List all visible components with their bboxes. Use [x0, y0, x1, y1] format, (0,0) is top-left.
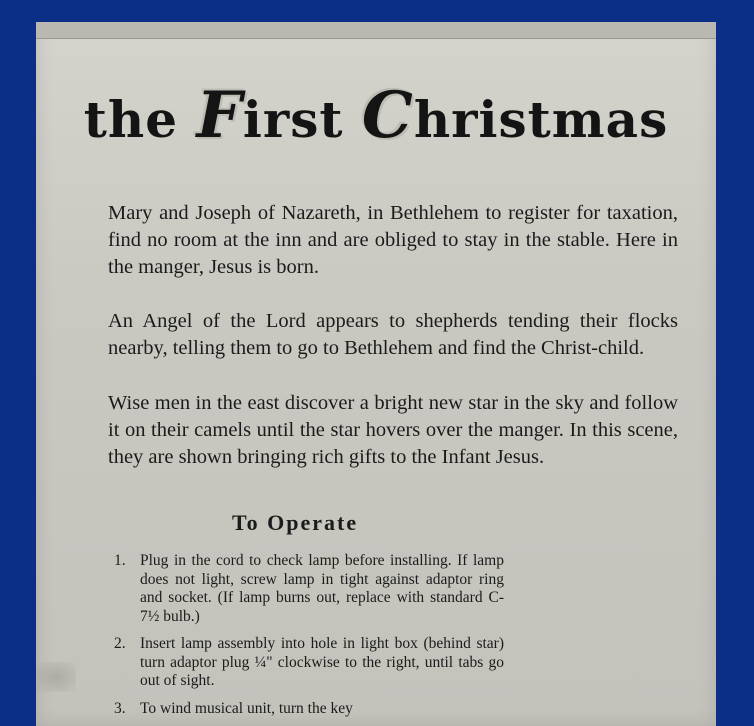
step-item	[114, 635, 504, 691]
step-item	[114, 700, 504, 719]
operate-steps	[114, 552, 504, 726]
title-part2: irst	[242, 90, 362, 149]
step-text: Plug in the cord to check lamp before installing. If lamp does not light, screw lamp in tight against adaptor ring and socket. (If lamp burns out, replace with standard C-7½ bulb.)	[140, 552, 504, 625]
paper-stain	[36, 662, 76, 692]
step-text: To wind musical unit, turn the key	[140, 699, 353, 717]
title-letter-c: C	[361, 78, 414, 153]
step-text: Insert lamp assembly into hole in light box (behind star) turn adaptor plug ¼" clockwise to the right, until tabs go out of sight.	[140, 635, 504, 689]
step-number: 1.	[114, 552, 126, 569]
title-part3: hristmas	[413, 90, 669, 149]
step-number: 3.	[114, 699, 126, 717]
step-item	[114, 552, 504, 626]
paragraph-shepherds: An Angel of the Lord appears to shepherds tending their flocks nearby, telling them to go to Bethlehem and find the Christ-child.	[108, 310, 678, 359]
instruction-card	[36, 22, 716, 726]
title-letter-f: F	[196, 78, 243, 153]
card-title	[36, 78, 716, 153]
step-number: 2.	[114, 635, 126, 652]
operate-heading: To Operate	[232, 510, 359, 535]
paragraph-wise-men: Wise men in the east discover a bright new star in the sky and follow it on their camels until the star hovers over the manger. In this scene, they are shown bringing rich gifts to the Infant Jesus.	[108, 392, 678, 468]
paragraph-nativity: Mary and Joseph of Nazareth, in Bethlehem to register for taxation, find no room at the inn and are obliged to stay in the stable. Here in the manger, Jesus is born.	[108, 202, 678, 278]
title-part1: the	[83, 90, 197, 149]
